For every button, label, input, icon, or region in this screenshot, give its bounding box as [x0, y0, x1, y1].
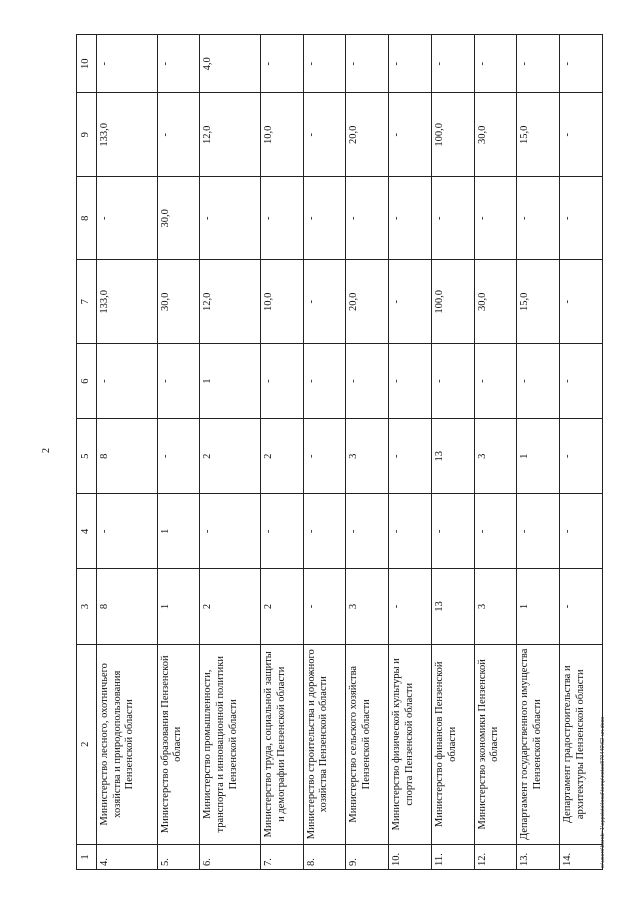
value-cell: 3 [346, 569, 389, 644]
table-row [346, 35, 389, 870]
value-cell: - [560, 419, 603, 494]
organization-cell: Министерство лесного, охотничьего хозяйства и природопользования Пензенской области [97, 644, 158, 844]
table-row [474, 35, 517, 870]
value-cell: - [389, 419, 432, 494]
value-cell: - [157, 419, 200, 494]
value-cell: - [560, 177, 603, 261]
value-cell: 3 [346, 419, 389, 494]
column-header: 6 [77, 344, 97, 419]
value-cell: - [97, 35, 158, 94]
value-cell: - [389, 35, 432, 94]
column-header: 2 [77, 644, 97, 844]
value-cell: - [389, 260, 432, 344]
row-number-cell: 6. [200, 844, 261, 869]
value-cell: - [560, 344, 603, 419]
organization-cell: Министерство труда, социальной защиты и демографии Пензенской области [260, 644, 303, 844]
value-cell: 100,0 [431, 260, 474, 344]
value-cell: 3 [474, 569, 517, 644]
value-cell: - [431, 177, 474, 261]
value-cell: - [97, 177, 158, 261]
data-table [76, 34, 603, 870]
value-cell: - [389, 494, 432, 569]
value-cell: 133,0 [97, 260, 158, 344]
value-cell: - [474, 177, 517, 261]
value-cell: - [517, 177, 560, 261]
column-header: 3 [77, 569, 97, 644]
value-cell: - [560, 494, 603, 569]
value-cell: - [157, 93, 200, 177]
row-number-cell: 10. [389, 844, 432, 869]
table-row [260, 35, 303, 870]
value-cell: 2 [200, 419, 261, 494]
page-number: 2 [41, 448, 52, 453]
table-row [431, 35, 474, 870]
value-cell: - [157, 35, 200, 94]
column-header: 4 [77, 494, 97, 569]
value-cell: 12,0 [200, 93, 261, 177]
value-cell: 2 [200, 569, 261, 644]
value-cell: - [303, 35, 346, 94]
value-cell: 2 [260, 419, 303, 494]
table-body [97, 35, 603, 870]
value-cell: - [431, 494, 474, 569]
value-cell: 13 [431, 419, 474, 494]
value-cell: - [431, 344, 474, 419]
value-cell: - [303, 93, 346, 177]
value-cell: - [303, 177, 346, 261]
value-cell: - [431, 35, 474, 94]
footer-file-path: c:\users\borob~1\appdata\local\temp\notes879440\62-un.docx [600, 716, 606, 868]
value-cell: - [260, 177, 303, 261]
value-cell: - [303, 344, 346, 419]
value-cell: 8 [97, 569, 158, 644]
value-cell: - [200, 494, 261, 569]
value-cell: 30,0 [157, 177, 200, 261]
column-header: 9 [77, 93, 97, 177]
value-cell: - [346, 494, 389, 569]
row-number-cell: 13. [517, 844, 560, 869]
value-cell: 30,0 [157, 260, 200, 344]
value-cell: - [389, 344, 432, 419]
rotated-page [76, 34, 603, 870]
value-cell: 30,0 [474, 260, 517, 344]
organization-cell: Департамент градостроительства и архитектуры Пензенской области [560, 644, 603, 844]
value-cell: - [474, 35, 517, 94]
row-number-cell: 14. [560, 844, 603, 869]
value-cell: - [97, 344, 158, 419]
value-cell: 20,0 [346, 93, 389, 177]
table-row [517, 35, 560, 870]
value-cell: 30,0 [474, 93, 517, 177]
organization-cell: Департамент государственного имущества Пензенской области [517, 644, 560, 844]
table-row [200, 35, 261, 870]
value-cell: 1 [157, 494, 200, 569]
organization-cell: Министерство физической культуры и спорта Пензенской области [389, 644, 432, 844]
value-cell: - [346, 177, 389, 261]
value-cell: 133,0 [97, 93, 158, 177]
value-cell: 13 [431, 569, 474, 644]
value-cell: - [303, 260, 346, 344]
value-cell: - [474, 344, 517, 419]
organization-cell: Министерство строительства и дорожного хозяйства Пензенской области [303, 644, 346, 844]
value-cell: - [260, 344, 303, 419]
value-cell: - [260, 494, 303, 569]
value-cell: - [517, 35, 560, 94]
value-cell: - [200, 177, 261, 261]
value-cell: - [560, 35, 603, 94]
value-cell: - [346, 344, 389, 419]
value-cell: 8 [97, 419, 158, 494]
column-header: 5 [77, 419, 97, 494]
value-cell: - [346, 35, 389, 94]
value-cell: 20,0 [346, 260, 389, 344]
value-cell: - [97, 494, 158, 569]
value-cell: - [517, 344, 560, 419]
value-cell: - [560, 569, 603, 644]
column-header: 8 [77, 177, 97, 261]
value-cell: 1 [200, 344, 261, 419]
table-header-row [77, 35, 97, 870]
row-number-cell: 9. [346, 844, 389, 869]
value-cell: 15,0 [517, 93, 560, 177]
column-header: 1 [77, 844, 97, 869]
table-row [303, 35, 346, 870]
value-cell: - [303, 494, 346, 569]
row-number-cell: 8. [303, 844, 346, 869]
value-cell: - [303, 419, 346, 494]
value-cell: 15,0 [517, 260, 560, 344]
row-number-cell: 12. [474, 844, 517, 869]
column-header: 10 [77, 35, 97, 94]
table-row [157, 35, 200, 870]
organization-cell: Министерство промышленности, транспорта и инновационной политики Пензенской области [200, 644, 261, 844]
value-cell: - [303, 569, 346, 644]
value-cell: 10,0 [260, 260, 303, 344]
value-cell: 4,0 [200, 35, 261, 94]
organization-cell: Министерство экономики Пензенской области [474, 644, 517, 844]
value-cell: - [260, 35, 303, 94]
column-header: 7 [77, 260, 97, 344]
value-cell: 1 [517, 419, 560, 494]
value-cell: 1 [157, 569, 200, 644]
table-row [97, 35, 158, 870]
value-cell: 10,0 [260, 93, 303, 177]
row-number-cell: 7. [260, 844, 303, 869]
organization-cell: Министерство образования Пензенской области [157, 644, 200, 844]
value-cell: - [517, 494, 560, 569]
value-cell: 3 [474, 419, 517, 494]
value-cell: - [389, 569, 432, 644]
value-cell: - [157, 344, 200, 419]
value-cell: - [389, 177, 432, 261]
value-cell: 100,0 [431, 93, 474, 177]
row-number-cell: 4. [97, 844, 158, 869]
row-number-cell: 11. [431, 844, 474, 869]
table-row [560, 35, 603, 870]
value-cell: 12,0 [200, 260, 261, 344]
value-cell: 1 [517, 569, 560, 644]
value-cell: - [560, 93, 603, 177]
value-cell: - [474, 494, 517, 569]
value-cell: - [560, 260, 603, 344]
row-number-cell: 5. [157, 844, 200, 869]
table-row [389, 35, 432, 870]
organization-cell: Министерство финансов Пензенской области [431, 644, 474, 844]
value-cell: 2 [260, 569, 303, 644]
value-cell: - [389, 93, 432, 177]
organization-cell: Министерство сельского хозяйства Пензенской области [346, 644, 389, 844]
